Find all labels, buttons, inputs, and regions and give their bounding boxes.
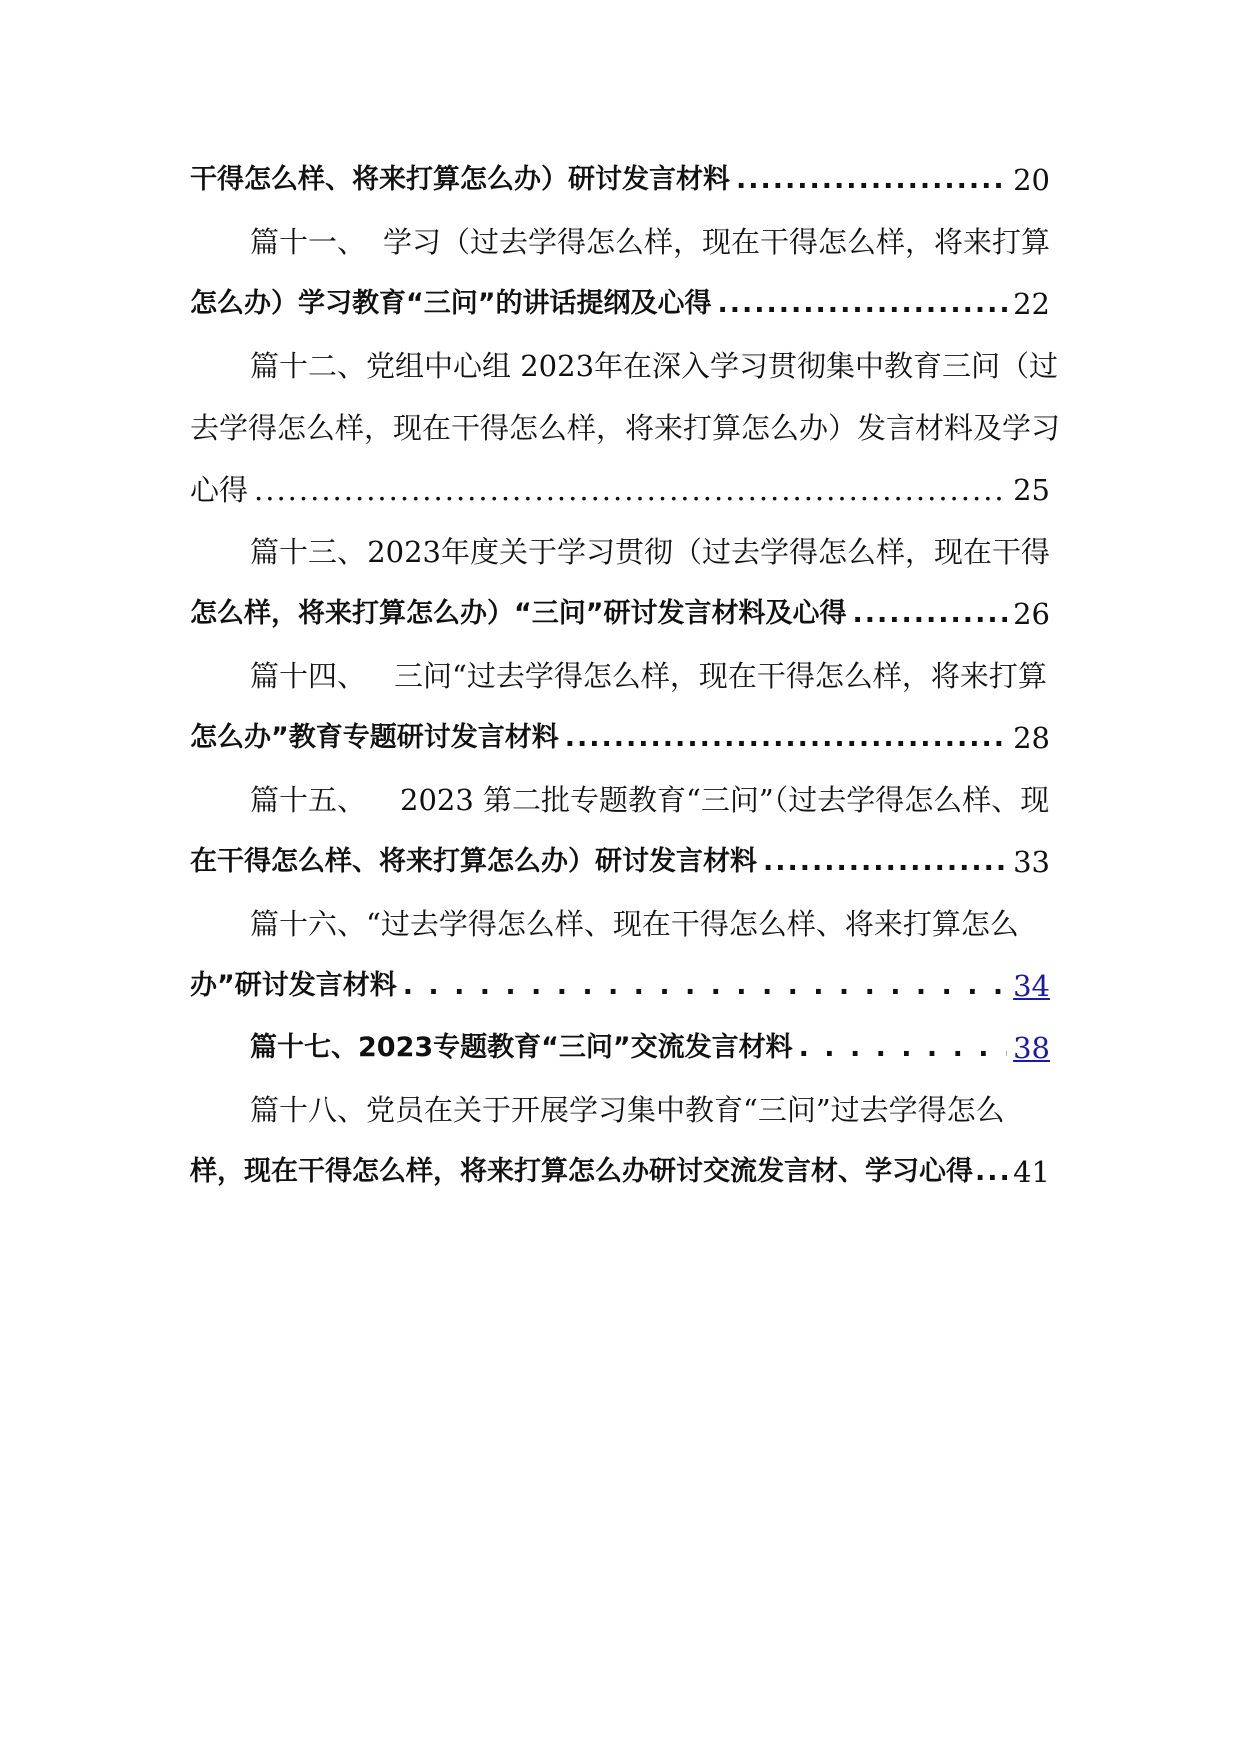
toc-entry-line[interactable] [190, 274, 1050, 334]
toc-page-link[interactable]: 38 [1013, 1031, 1050, 1065]
toc-entry-text: 怎么办）学习教育“三问”的讲话提纲及心得 [190, 288, 712, 319]
toc-entry-heading [250, 336, 1059, 396]
toc-entry-text: 办”研讨发言材料 [190, 970, 397, 1001]
toc-entry-line[interactable] [190, 708, 1050, 768]
toc-page-number: 28 [1013, 721, 1050, 755]
toc-entry-line[interactable] [190, 150, 1050, 210]
toc-entry-line[interactable] [190, 584, 1050, 644]
toc-entry-text: 2023年度关于学习贯彻（过去学得怎么样，现在干得 [367, 535, 1050, 569]
toc-entry-label: 篇十二、 [250, 349, 367, 383]
toc-entry-text: 怎么办”教育专题研讨发言材料 [190, 722, 559, 753]
toc-entry-text: 干得怎么样、将来打算怎么办）研讨发言材料 [190, 164, 730, 195]
toc-entry-text: 去学得怎么样，现在干得怎么样，将来打算怎么办）发言材料及学习 [190, 411, 1061, 445]
toc-entry-label: 篇十三、 [250, 535, 367, 569]
toc-leader-dots [799, 1018, 1007, 1078]
toc-leader-dots [975, 1142, 1011, 1202]
toc-entry-text: 篇十八、党员在关于开展学习集中教育“三问”过去学得怎么 [250, 1093, 1005, 1127]
toc-entry-continuation [190, 398, 1061, 458]
toc-leader-dots [403, 956, 1007, 1016]
toc-entry-heading [250, 212, 1050, 272]
toc-leader-dots [853, 584, 1008, 644]
toc-entry-text: 样，现在干得怎么样，将来打算怎么办研讨交流发言材、学习心得 [190, 1156, 973, 1187]
toc-page-number: 41 [1013, 1155, 1050, 1189]
toc-entry-line[interactable] [250, 1018, 1050, 1078]
toc-leader-dots [254, 460, 1007, 520]
toc-page-link[interactable]: 34 [1013, 969, 1050, 1003]
toc-entry-text: 2023 第二批专题教育“三问”（过去学得怎么样、现 [400, 783, 1050, 817]
toc-entry-text: 党组中心组 2023年在深入学习贯彻集中教育三问（过 [366, 349, 1059, 383]
toc-leader-dots [736, 150, 1007, 210]
toc-leader-dots [718, 274, 1008, 334]
toc-leader-dots [763, 832, 1007, 892]
toc-entry-text: 三问“过去学得怎么样，现在干得怎么样，将来打算 [394, 659, 1047, 693]
toc-entry-line[interactable] [190, 832, 1050, 892]
toc-page-number: 20 [1013, 163, 1050, 197]
toc-page-number: 25 [1013, 473, 1050, 507]
toc-entry-text: 在干得怎么样、将来打算怎么办）研讨发言材料 [190, 846, 757, 877]
toc-entry-text: 心得 [190, 473, 249, 507]
toc-entry-heading [250, 1080, 1050, 1140]
toc-page-number: 22 [1013, 287, 1050, 321]
toc-entry-line[interactable] [190, 1142, 1050, 1202]
toc-leader-dots [565, 708, 1007, 768]
toc-entry-heading [250, 894, 1050, 954]
toc-entry-text: 怎么样，将来打算怎么办）“三问”研讨发言材料及心得 [190, 598, 847, 629]
toc-entry-line[interactable] [190, 460, 1050, 520]
toc-entry-label: 篇十一、 [250, 225, 367, 259]
toc-entry-text: 篇十六、“过去学得怎么样、现在干得怎么样、将来打算怎么 [250, 907, 1019, 941]
toc-page-number: 33 [1013, 845, 1050, 879]
toc-entry-label: 篇十五、 [250, 783, 367, 817]
toc-entry-heading [250, 770, 1050, 830]
toc-entry-label: 篇十四、 [250, 659, 367, 693]
toc-entry-heading [250, 646, 1050, 706]
toc-entry-text: 学习（过去学得怎么样，现在干得怎么样，将来打算 [382, 225, 1050, 259]
toc-page-number: 26 [1013, 597, 1050, 631]
toc-entry-text: 篇十七、2023专题教育“三问”交流发言材料 [250, 1032, 793, 1063]
toc-entry-line[interactable] [190, 956, 1050, 1016]
toc-entry-heading [250, 522, 1050, 582]
